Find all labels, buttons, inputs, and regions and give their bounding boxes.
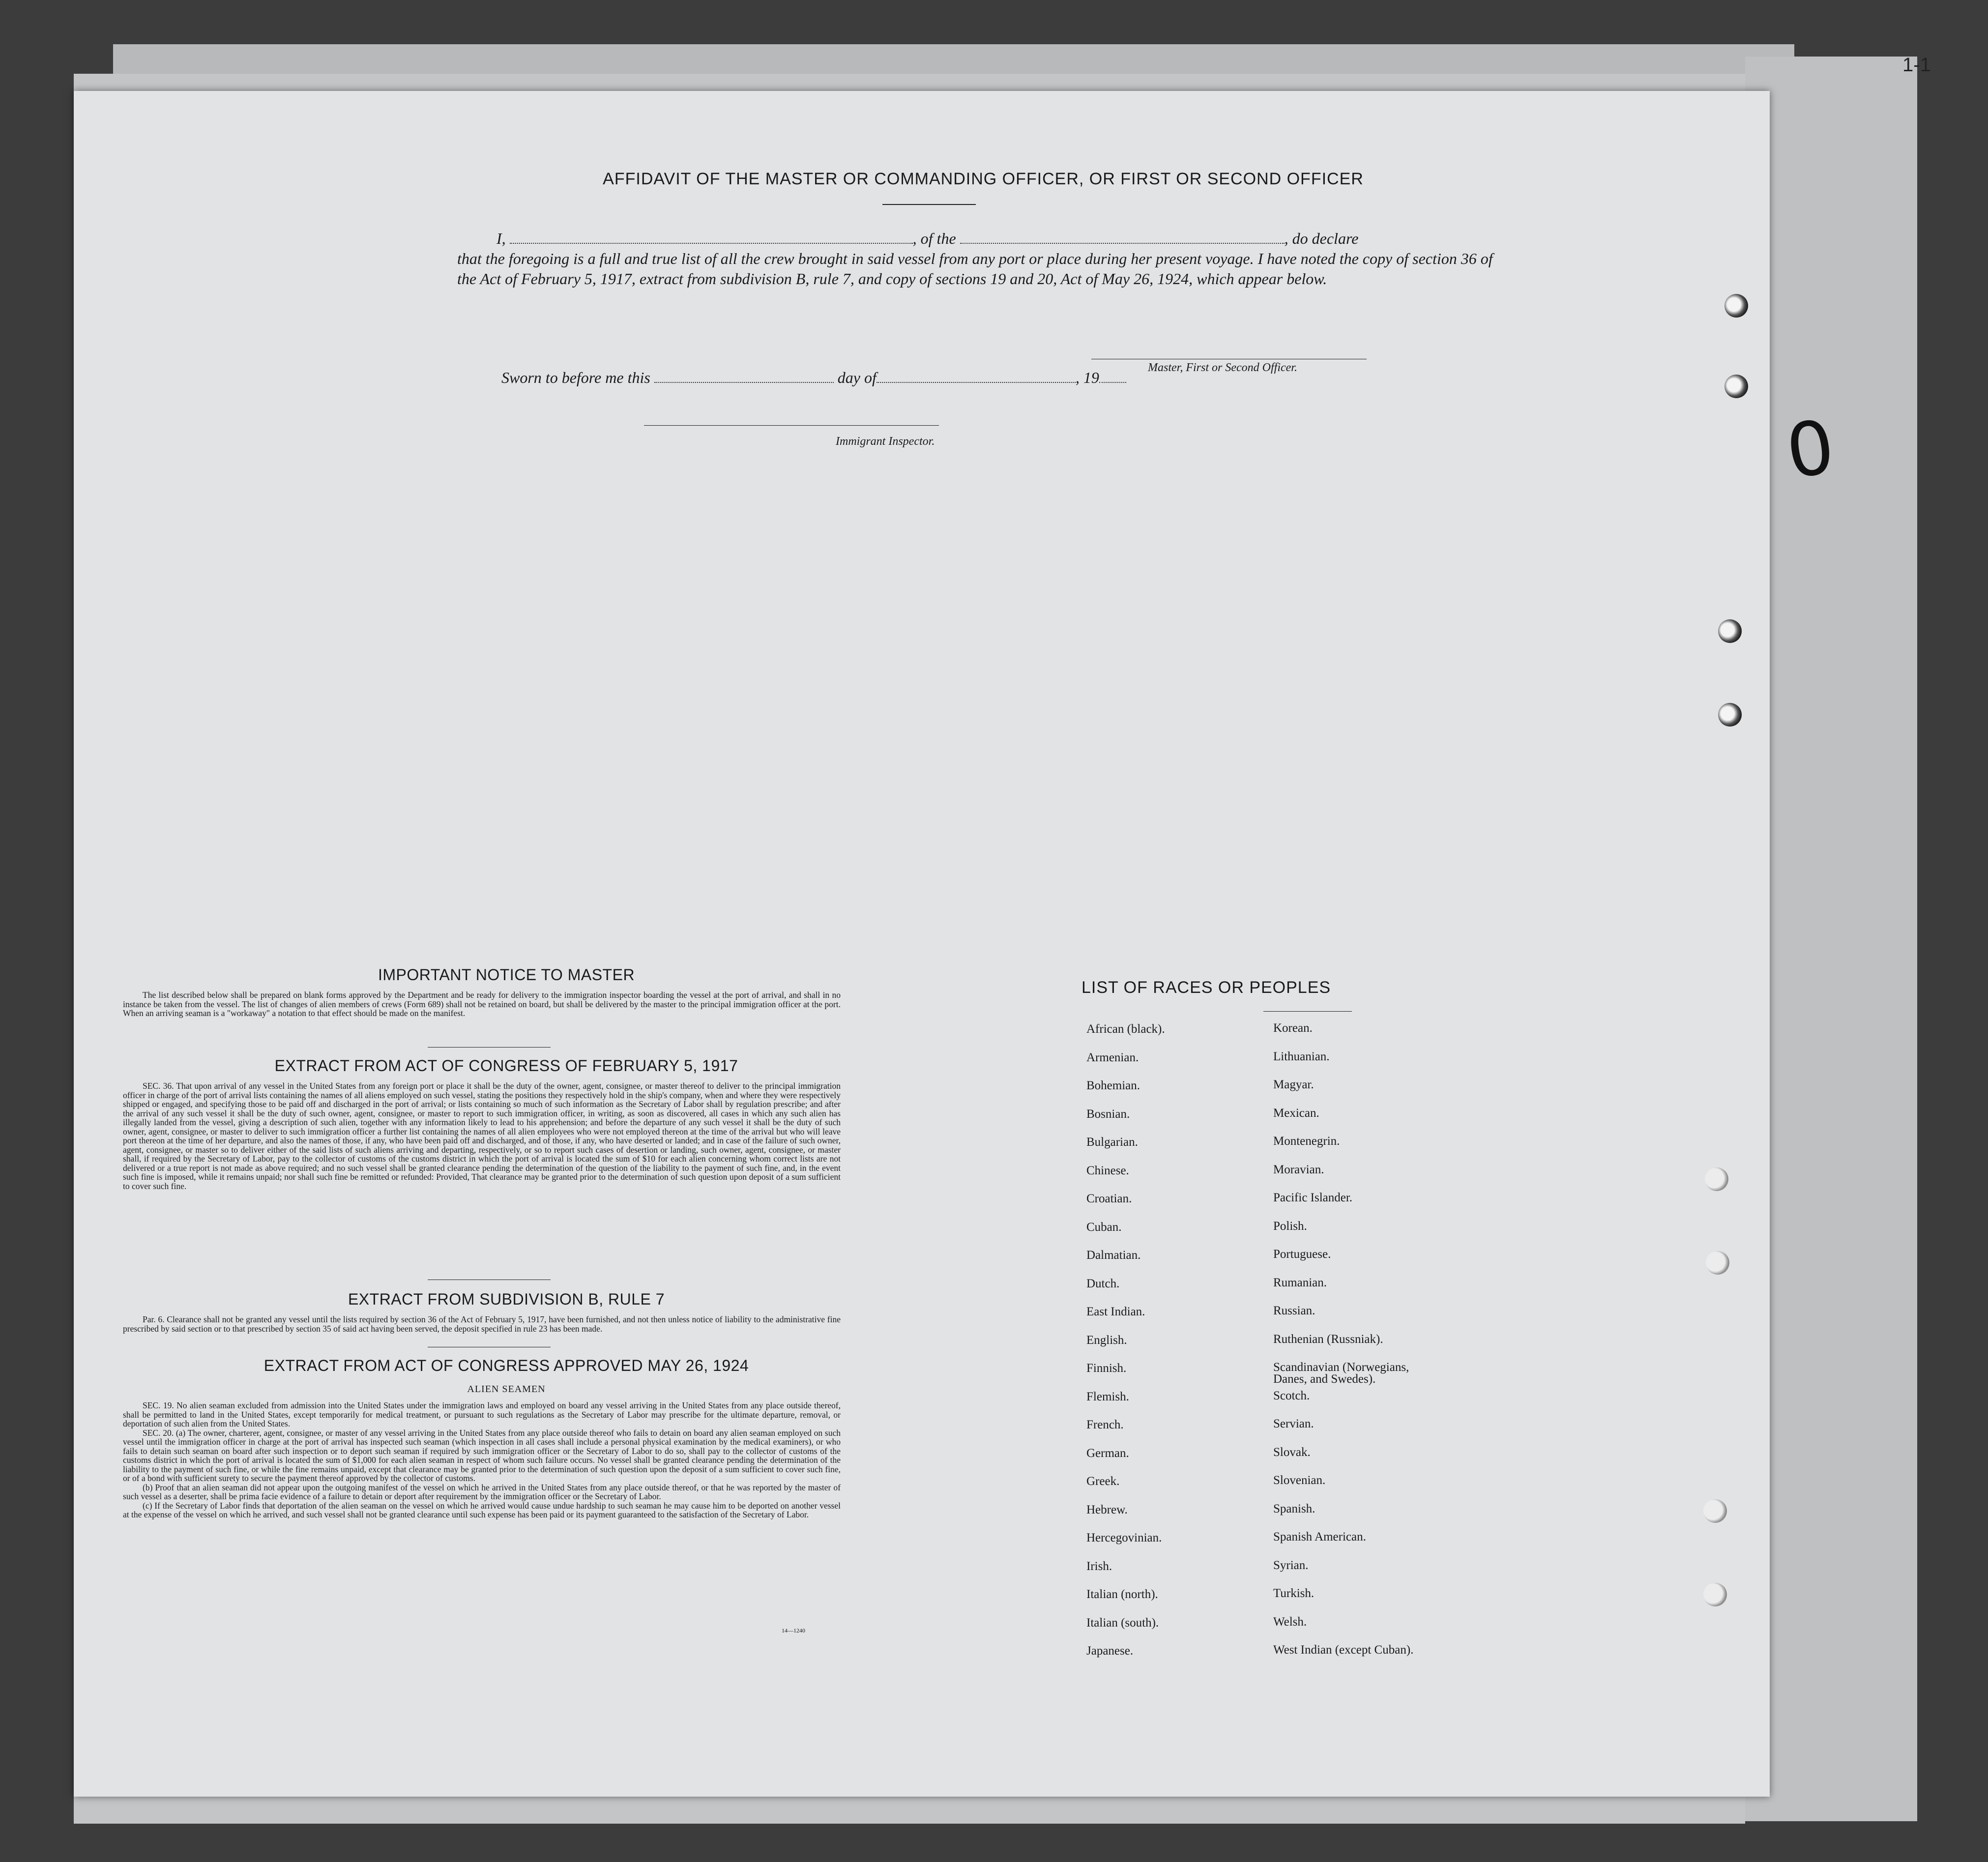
race-item: Welsh. — [1273, 1615, 1307, 1629]
notice-text — [123, 990, 841, 1018]
sworn-day-of: day of — [837, 369, 877, 386]
race-item: English. — [1086, 1333, 1127, 1347]
sworn-month-blank[interactable] — [877, 382, 1076, 383]
races-heading-underline — [1263, 1011, 1352, 1012]
sworn-day-blank[interactable] — [654, 382, 834, 383]
race-item: African (black). — [1086, 1022, 1165, 1036]
punch-hole — [1725, 294, 1748, 318]
name-blank[interactable] — [510, 243, 913, 244]
sec19-paragraph: SEC. 19. No alien seaman excluded from admission into the United States under the immigration laws and employed on board any vessel arriving in the United States from any place outside thereof, shall be permitted to land in the United States, except temporarily for medical treatment, or pursuant to such regulations as the Secretary of Labor may prescribe for the ultimate departure, removal, or deportation of such alien from the United States. — [123, 1400, 841, 1428]
punch-hole — [1718, 703, 1742, 727]
race-item: Dutch. — [1086, 1277, 1120, 1290]
race-item: Portuguese. — [1273, 1248, 1331, 1261]
affidavit-line1 — [457, 229, 1494, 249]
race-item: Chinese. — [1086, 1164, 1129, 1177]
affidavit-text — [457, 229, 1494, 289]
extract-rule7-heading: EXTRACT FROM SUBDIVISION B, RULE 7 — [348, 1290, 665, 1308]
race-item: Lithuanian. — [1273, 1049, 1330, 1063]
race-item: Hebrew. — [1086, 1503, 1128, 1516]
corner-mark: 1-1 — [1902, 54, 1931, 76]
race-item: Servian. — [1273, 1417, 1314, 1430]
race-item: Magyar. — [1273, 1078, 1314, 1091]
race-item: Scotch. — [1273, 1389, 1310, 1402]
sworn-year: , 19 — [1075, 369, 1099, 386]
sec20a-paragraph: SEC. 20. (a) The owner, charterer, agent, consignee, or master of any vessel arriving in the United States from any place outside thereof who fails to detain on board any alien seaman employed on such vessel until the immigration officer in charge at the port of arrival has inspected such seaman (which inspection in all cases shall include a personal physical examination by the medical examiners), or who fails to detain such seaman on board after such inspection or to deport such seaman if required by such immigration officer or the Secretary of Labor to do so, shall pay to the collector of customs of the customs district in which the port of arrival is located the sum of $1,000 for each alien seaman in respect of whom such failure occurs. No vessel shall be granted clearance pending the determination of the liability to the payment of such fine, or while the fine remains unpaid, except that clearance may be granted prior to the determination of such question upon the deposit of a sum sufficient to cover such fine, or of a bond with sufficient surety to secure the payment thereof approved by the collector of customs. — [123, 1427, 841, 1483]
extract-1917-heading: EXTRACT FROM ACT OF CONGRESS OF FEBRUARY 5, 1917 — [274, 1057, 738, 1075]
notice-paragraph: The list described below shall be prepared on blank forms approved by the Department and be ready for delivery to the immigration inspector boarding the vessel at the port of arrival, and shall in no instance be taken from the vessel. The list of changes of alien members of crews (Form 689) shall not be retained on board, but shall be delivered by the master to the principal immigration officer at the port. When an arriving seaman is a "workaway" a notation to that effect should be made on the manifest. — [123, 990, 841, 1018]
affidavit-i: I, — [497, 230, 506, 247]
extract-1917-text — [123, 1081, 841, 1191]
race-item: Slovak. — [1273, 1445, 1311, 1459]
race-item: Polish. — [1273, 1219, 1307, 1233]
race-item: Irish. — [1086, 1559, 1112, 1573]
race-item: Flemish. — [1086, 1390, 1129, 1403]
inspector-signature-line[interactable] — [644, 425, 939, 426]
affidavit-heading: AFFIDAVIT OF THE MASTER OR COMMANDING OFFICER, OR FIRST OR SECOND OFFICER — [603, 170, 1364, 188]
signature-label: Master, First or Second Officer. — [1148, 361, 1297, 374]
race-item: Moravian. — [1273, 1163, 1324, 1176]
race-item: Dalmatian. — [1086, 1249, 1141, 1262]
sworn-year-blank[interactable] — [1099, 382, 1126, 383]
punch-hole — [1718, 619, 1742, 643]
race-item: Italian (south). — [1086, 1616, 1159, 1629]
race-item: Slovenian. — [1273, 1474, 1326, 1487]
race-item: Spanish American. — [1273, 1530, 1366, 1543]
punch-hole — [1703, 1583, 1727, 1606]
race-item: Spanish. — [1273, 1502, 1316, 1515]
affidavit-declare: , do declare — [1284, 230, 1359, 247]
punch-hole — [1703, 1499, 1727, 1523]
extract-1924-text — [123, 1401, 841, 1519]
race-item: East Indian. — [1086, 1305, 1145, 1318]
alien-seamen-subheading: ALIEN SEAMEN — [467, 1384, 546, 1395]
race-item: Montenegrin. — [1273, 1135, 1340, 1148]
race-item: Finnish. — [1086, 1362, 1127, 1375]
vessel-blank[interactable] — [960, 243, 1285, 244]
notice-heading: IMPORTANT NOTICE TO MASTER — [378, 966, 635, 984]
race-item: Japanese. — [1086, 1644, 1134, 1658]
extract-1924-heading: EXTRACT FROM ACT OF CONGRESS APPROVED MAY 26, 1924 — [263, 1357, 749, 1374]
race-item: Bosnian. — [1086, 1107, 1130, 1121]
extract-rule7-text — [123, 1315, 841, 1333]
race-item: French. — [1086, 1418, 1124, 1431]
extract-rule7-paragraph: Par. 6. Clearance shall not be granted any vessel until the lists required by section 36 of the Act of February 5, 1917, have been furnished, and not then unless notice of liability to the administrative fine prescribed by said section or to that prescribed by section 35 of said act having been served, the deposit specified in rule 23 has been made. — [123, 1314, 841, 1334]
race-item: Korean. — [1273, 1021, 1313, 1035]
race-item: Ruthenian (Russniak). — [1273, 1332, 1383, 1346]
race-item: Turkish. — [1273, 1587, 1315, 1600]
extract-1917-paragraph: SEC. 36. That upon arrival of any vessel in the United States from any foreign port or place it shall be the duty of the owner, agent, consignee, or master thereof to deliver to the principal immigration officer in charge of the port of arrival lists containing the names of all aliens employed on such vessel, stating the positions they respectively hold in the ship's company, when and where they were respectively shipped or engaged, and specifying those to be paid off and discharged in the port of arrival; or lists containing so much of such information as the Secretary of Labor shall by regulation prescribe; and after the arrival of any such vessel it shall be the duty of such owner, agent, consignee, or master to report to such immigration officer, in writing, as soon as discovered, all cases in which any such alien has illegally landed from the vessel, giving a description of such alien, together with any information likely to lead to his apprehension; and before the departure of any such vessel it shall be the duty of such owner, agent, consignee, or master to deliver to such immigration officer a further list containing the names of all alien employees who were not employed thereon at the time of the arrival but who will leave port thereon at the time of her departure, and also the names of those, if any, who have been paid off and discharged, and of those, if any, who have deserted or landed; and in case of the failure of such owner, agent, consignee, or master so to deliver either of the said lists of such aliens arriving and departing, respectively, or so to report such cases of desertion or landing, such owner, agent, consignee, or master shall, if required by the Secretary of Labor, pay to the collector of customs of the customs district in which the port of arrival is located the sum of $10 for each alien concerning whom correct lists are not delivered or a true report is not made as above required; and no such vessel shall be granted clearance pending the determination of the question of the liability to the payment of such fine, and, in the event such fine is imposed, while it remains unpaid; nor shall such fine be remitted or refunded: Provided, That clearance may be granted prior to the determination of such question upon deposit of a sum sufficient to cover such fine. — [123, 1081, 841, 1191]
race-item: Scandinavian (Norwegians, Danes, and Swedes). — [1273, 1361, 1409, 1386]
race-item: Russian. — [1273, 1304, 1316, 1317]
inspector-label: Immigrant Inspector. — [836, 435, 935, 448]
race-item: Bohemian. — [1086, 1079, 1140, 1092]
race-item: Greek. — [1086, 1475, 1120, 1488]
form-sheet — [74, 91, 1770, 1797]
races-heading: LIST OF RACES OR PEOPLES — [1082, 978, 1331, 997]
affidavit-body: that the foregoing is a full and true list of all the crew brought in said vessel from any port or place during her present voyage. I have noted the copy of section 36 of the Act of February 5, 1917, extract from subdivision B, rule 7, and copy of sections 19 and 20, Act of May 26, 1924, which appear below. — [457, 250, 1493, 288]
race-item: West Indian (except Cuban). — [1273, 1643, 1414, 1657]
punch-hole — [1725, 375, 1748, 398]
sec20c-paragraph: (c) If the Secretary of Labor finds that deportation of the alien seaman on the vessel on which he arrived would cause undue hardship to such seaman he may cause him to be deported on another vessel at the expense of the vessel on which he arrived, and such vessel shall not be granted clearance until such expense has been paid or its payment guaranteed to the satisfaction of the Secretary of Labor. — [123, 1500, 841, 1519]
punch-hole — [1705, 1167, 1728, 1191]
sworn-prefix: Sworn to before me this — [501, 369, 650, 386]
sworn-line — [501, 369, 1126, 387]
race-item: Bulgarian. — [1086, 1135, 1138, 1149]
race-item: Syrian. — [1273, 1558, 1309, 1572]
handwritten-zero: 0 — [1781, 404, 1840, 495]
affidavit-of-the: , of the — [912, 230, 956, 247]
background-sheet-right — [1745, 57, 1917, 1821]
punch-hole — [1706, 1251, 1729, 1275]
race-item: Rumanian. — [1273, 1276, 1327, 1289]
race-item: German. — [1086, 1446, 1129, 1460]
heading-underline — [882, 204, 976, 205]
race-item: Mexican. — [1273, 1106, 1319, 1120]
race-item: Croatian. — [1086, 1192, 1132, 1205]
race-item: Cuban. — [1086, 1220, 1122, 1234]
form-number: 14—1240 — [782, 1627, 805, 1634]
race-item: Pacific Islander. — [1273, 1191, 1353, 1204]
race-item: Italian (north). — [1086, 1588, 1158, 1601]
race-item: Hercegovinian. — [1086, 1531, 1162, 1544]
sec20b-paragraph: (b) Proof that an alien seaman did not appear upon the outgoing manifest of the vessel on which he arrived in the United States from any place outside thereof, or that he was reported by the master of such vessel as a deserter, shall be prima facie evidence of a failure to detain or deport after requirement by the immigration officer or the Secretary of Labor. — [123, 1482, 841, 1501]
race-item: Armenian. — [1086, 1050, 1139, 1064]
